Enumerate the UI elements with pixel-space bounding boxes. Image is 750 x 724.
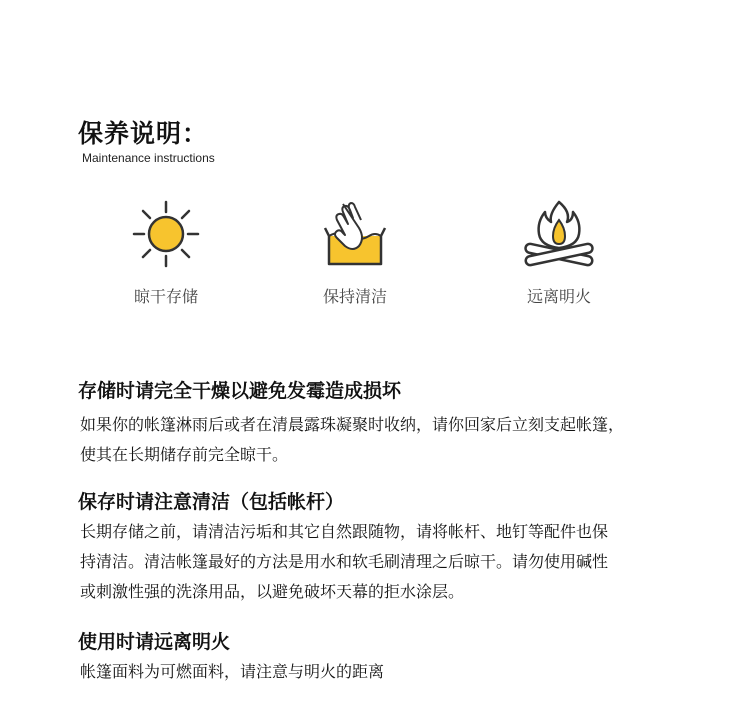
icon-label-clean: 保持清洁 [322, 287, 387, 306]
section-heading-fire: 使用时请远离明火 [78, 631, 231, 653]
body-line: 使其在长期储存前完全晾干。 [80, 445, 289, 464]
icon-item-clean [275, 198, 435, 307]
campfire-icon [519, 198, 599, 270]
page-subtitle: Maintenance instructions [82, 151, 215, 165]
body-line: 长期存储之前，请清洁污垢和其它自然跟随物，请将帐杆、地钉等配件也保 [80, 522, 609, 541]
section-body-storage [80, 410, 740, 470]
section-body-fire [80, 657, 740, 687]
body-line: 如果你的帐篷淋雨后或者在清晨露珠凝聚时收纳，请你回家后立刻支起帐篷， [80, 415, 625, 434]
body-line: 持清洁。清洁帐篷最好的方法是用水和软毛刷清理之后晾干。请勿使用碱性 [80, 552, 609, 571]
section-heading-storage: 存储时请完全干燥以避免发霉造成损坏 [78, 380, 402, 402]
icon-label-dry: 晾干存储 [133, 287, 198, 306]
section-heading-cleaning: 保存时请注意清洁（包括帐杆） [78, 491, 345, 513]
page-title: 保养说明： [78, 119, 209, 148]
icon-label-fire: 远离明火 [526, 287, 591, 306]
icon-item-dry [86, 198, 246, 307]
section-body-cleaning [80, 517, 740, 607]
icon-item-fire [479, 198, 639, 307]
body-line: 或刺激性强的洗涤用品，以避免破坏天幕的拒水涂层。 [80, 582, 465, 601]
sun-icon [126, 198, 206, 270]
hand-washing-icon [315, 198, 395, 270]
body-line: 帐篷面料为可燃面料，请注意与明火的距离 [80, 662, 385, 681]
